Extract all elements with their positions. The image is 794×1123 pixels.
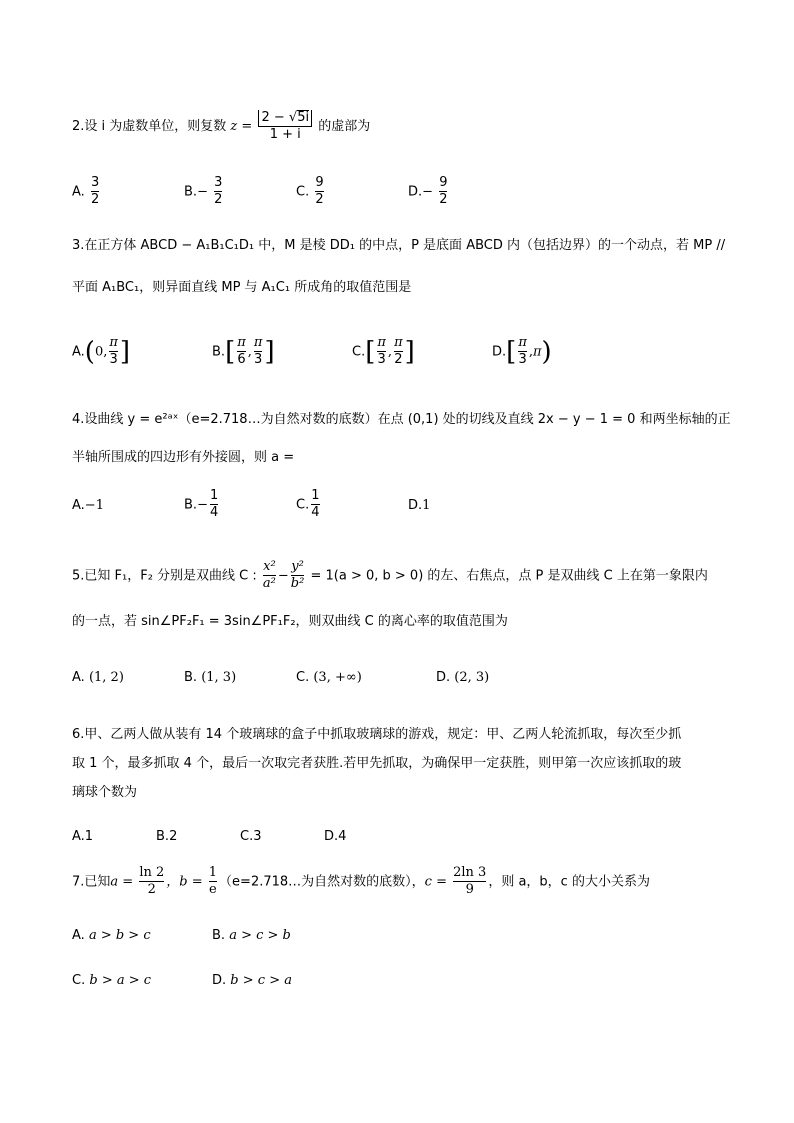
q4-option-a[interactable] — [72, 498, 104, 513]
frac-den: a² — [262, 575, 276, 591]
option-value: 1 — [422, 498, 431, 513]
q2-num-sqrt: 5i — [297, 110, 310, 125]
option-label: C. — [296, 497, 310, 513]
option-label: C. — [352, 344, 366, 360]
option-value: a > c > b — [229, 928, 291, 943]
interval-end-frac — [254, 336, 263, 368]
frac-den: 3 — [377, 351, 386, 367]
interval-end-frac — [109, 336, 118, 368]
q5-text-a: 5.已知 F₁，F₂ 分别是双曲线 C : — [72, 568, 257, 584]
frac-num: 1 — [208, 865, 218, 880]
question-6-line-3: 璃球个数为 — [72, 785, 138, 800]
frac-den: 2 — [439, 191, 448, 207]
q2-stem-text: 2.设 i 为虚数单位，则复数 — [72, 118, 227, 134]
q2-den: 1 + i — [258, 126, 312, 143]
q5-frac-x — [263, 560, 276, 592]
interval-end-frac — [394, 336, 403, 368]
frac-den: 4 — [209, 504, 219, 520]
option-value: (3, +∞) — [313, 670, 362, 685]
frac-num: π — [109, 335, 118, 350]
option-label: D. — [324, 829, 339, 844]
q5-option-b[interactable] — [184, 670, 236, 685]
frac-den: 2 — [90, 191, 100, 207]
frac-den: e — [209, 881, 217, 897]
q7-post: ，则 a，b，c 的大小关系为 — [488, 874, 650, 890]
bracket-right: ] — [264, 336, 275, 367]
frac-num: π — [394, 335, 403, 350]
interval-start-frac — [377, 336, 386, 368]
option-value: (1, 3) — [201, 670, 237, 685]
option-label: A. — [72, 829, 85, 844]
option-label: C. — [72, 973, 86, 988]
option-label: C. — [296, 184, 310, 200]
option-label: B. — [184, 497, 198, 513]
option-value: 2 — [169, 829, 178, 844]
q2-stem-tail: 的虚部为 — [318, 118, 371, 134]
option-label: D. — [408, 498, 423, 513]
q4-option-b[interactable] — [184, 489, 220, 521]
question-5-line-1 — [72, 560, 708, 592]
q7-a-lhs: a = — [110, 874, 134, 890]
option-label: D. — [408, 184, 423, 200]
bracket-left: [ — [506, 336, 517, 367]
option-sign: − — [197, 184, 208, 200]
frac-num: π — [237, 335, 246, 350]
q7-mid: （e=2.718…为自然对数的底数）， — [219, 874, 425, 890]
q7-c-lhs: c = — [424, 874, 447, 890]
frac-num: 9 — [315, 175, 324, 190]
frac-num: 1 — [311, 488, 320, 503]
frac-num: π — [377, 335, 386, 350]
q3-option-c[interactable]: C.[ $\frac{\pi}{3}$ , $\frac{\pi}{2}$ ] — [352, 335, 415, 367]
q5-text-b: = 1(a > 0, b > 0) 的左、右焦点，点 P 是双曲线 C 上在第一象限内 — [310, 568, 708, 584]
frac-num: x² — [263, 559, 276, 574]
question-3-line-1: 3.在正方体 ABCD − A₁B₁C₁D₁ 中，M 是棱 DD₁ 的中点，P 是底面 ABCD 内（包括边界）的一个动点，若 MP // — [72, 238, 726, 253]
q5-option-a[interactable] — [72, 670, 124, 685]
option-fraction — [214, 176, 222, 208]
option-label: C. — [296, 670, 310, 685]
q7-b-lhs: ，b = — [166, 874, 203, 890]
option-label: A. — [72, 498, 85, 513]
q5-option-c[interactable] — [296, 670, 362, 685]
option-value: b > c > a — [230, 973, 292, 988]
interval-start-frac — [237, 336, 246, 368]
frac-den: 3 — [254, 351, 263, 367]
q4-option-d[interactable] — [408, 498, 430, 513]
option-value: b > a > c — [89, 973, 152, 988]
option-sign: − — [422, 184, 434, 200]
frac-den: 2 — [394, 351, 403, 367]
question-7-stem — [72, 866, 650, 898]
option-label: D. — [492, 344, 507, 360]
frac-num: 3 — [214, 175, 223, 190]
frac-num: 1 — [209, 488, 219, 503]
option-label: A. — [72, 344, 85, 360]
bracket-right: ] — [404, 336, 415, 367]
q6-option-a[interactable] — [72, 829, 93, 844]
frac-num: 2ln 3 — [453, 865, 487, 880]
q7-b-frac — [209, 866, 217, 898]
option-value: 3 — [253, 829, 262, 844]
q2-option-d[interactable] — [408, 176, 449, 208]
q2-option-c[interactable] — [296, 176, 326, 208]
q4-option-c[interactable] — [296, 489, 322, 521]
interval-end: π — [533, 344, 542, 360]
q7-option-a[interactable] — [72, 928, 151, 943]
bracket-right: ) — [541, 336, 552, 367]
bracket-left: [ — [365, 336, 376, 367]
option-sign: − — [197, 497, 208, 513]
frac-den: b² — [290, 575, 305, 591]
frac-num: y² — [291, 559, 304, 574]
q7-a-frac — [139, 866, 164, 898]
q7-option-c[interactable] — [72, 973, 151, 988]
question-6-line-2: 取 1 个，最多抓取 4 个，最后一次取完者获胜.若甲先抓取，为确保甲一定获胜，则甲第一次应该抓取的玻 — [72, 756, 682, 771]
q2-option-b[interactable] — [184, 176, 224, 208]
option-label: B. — [212, 928, 226, 943]
option-label: D. — [436, 670, 451, 685]
option-label: B. — [184, 670, 198, 685]
option-label: A. — [72, 184, 85, 200]
interval-start-frac — [518, 336, 527, 368]
option-label: B. — [212, 344, 226, 360]
frac-num: π — [518, 335, 527, 350]
bracket-left: ( — [84, 336, 95, 367]
frac-num: 3 — [90, 175, 100, 190]
frac-den: 2 — [214, 191, 223, 207]
option-label: D. — [212, 973, 227, 988]
interval-start: 0, — [94, 344, 108, 360]
frac-num: 9 — [439, 175, 448, 190]
question-4-line-1: 4.设曲线 y = e²ᵃˣ（e=2.718…为自然对数的底数）在点 (0,1) 处的切线及直线 2x − y − 1 = 0 和两坐标轴的正 — [72, 412, 731, 427]
frac-den: 9 — [453, 881, 486, 898]
q6-option-b[interactable] — [156, 829, 177, 844]
frac-den: 3 — [518, 351, 527, 367]
bracket-left: [ — [225, 336, 236, 367]
frac-num: π — [253, 335, 263, 350]
question-3-line-2: 平面 A₁BC₁，则异面直线 MP 与 A₁C₁ 所成角的取值范围是 — [72, 280, 412, 295]
frac-den: 3 — [109, 351, 118, 367]
option-label: A. — [72, 670, 85, 685]
q7-option-d[interactable] — [212, 973, 292, 988]
option-value: (2, 3) — [454, 670, 490, 685]
q7-option-b[interactable] — [212, 928, 291, 943]
q5-minus: − — [277, 568, 289, 584]
q6-option-d[interactable] — [324, 829, 346, 844]
q5-frac-y — [291, 560, 305, 592]
q2-fraction — [258, 110, 312, 143]
q7-c-frac — [453, 866, 486, 898]
q2-option-a[interactable] — [72, 176, 101, 208]
q2-eq: = — [241, 118, 253, 134]
option-fraction — [315, 176, 323, 208]
option-value: −1 — [84, 498, 104, 513]
question-2-stem — [72, 110, 370, 143]
option-label: A. — [72, 928, 85, 943]
q5-option-d[interactable] — [436, 670, 489, 685]
bracket-right: ] — [119, 336, 131, 367]
option-label: B. — [156, 829, 170, 844]
option-label: B. — [184, 184, 198, 200]
question-4-line-2: 半轴所围成的四边形有外接圆，则 a = — [72, 450, 295, 465]
q2-var: z — [230, 118, 238, 134]
q3-option-d[interactable]: D.[ $\frac{\pi}{3}$ ,π) — [492, 335, 552, 367]
q7-pre: 7.已知 — [72, 874, 111, 890]
option-value: a > b > c — [88, 928, 151, 943]
option-fraction — [439, 176, 447, 208]
frac-den: 2 — [139, 881, 164, 898]
option-fraction — [311, 489, 319, 521]
option-value: (1, 2) — [88, 670, 124, 685]
option-value: 4 — [338, 829, 347, 844]
q3-option-b[interactable]: B.[ $\frac{\pi}{6}$ , $\frac{\pi}{3}$ ] — [212, 335, 275, 367]
option-fraction — [91, 176, 99, 208]
q3-option-a[interactable] — [72, 336, 130, 368]
q6-option-c[interactable] — [240, 829, 262, 844]
q2-num-text: 2 − √ — [261, 110, 298, 125]
question-5-line-2: 的一点，若 sin∠PF₂F₁ = 3sin∠PF₁F₂，则双曲线 C 的离心率的取值范围为 — [72, 614, 508, 629]
option-fraction — [210, 489, 218, 521]
frac-num: ln 2 — [139, 865, 165, 880]
frac-den: 2 — [315, 191, 324, 207]
frac-den: 6 — [237, 351, 246, 367]
frac-den: 4 — [311, 504, 320, 520]
question-6-line-1: 6.甲、乙两人做从装有 14 个玻璃球的盒子中抓取玻璃球的游戏，规定：甲、乙两人轮流抓取，每次至少抓 — [72, 727, 682, 742]
option-label: C. — [240, 829, 254, 844]
option-value: 1 — [84, 829, 94, 844]
